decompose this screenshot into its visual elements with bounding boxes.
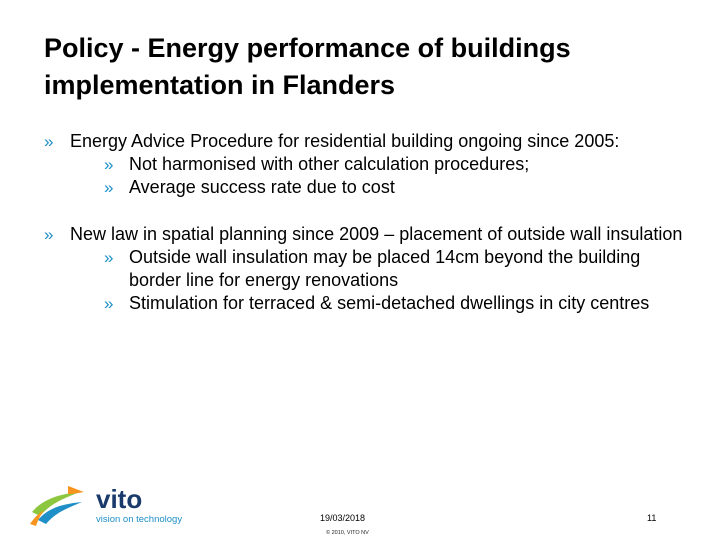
page-number: 11: [647, 513, 657, 523]
bullet-text: Energy Advice Procedure for residential building ongoing since 2005:: [70, 131, 620, 151]
sub-bullet-text: Outside wall insulation may be placed 14cm beyond the building border line for energy renovations: [129, 247, 641, 290]
bullet-chevron-icon: »: [104, 248, 114, 267]
bullet-text: New law in spatial planning since 2009 – placement of outside wall insulation: [70, 224, 683, 244]
logo-wordmark: vito: [96, 484, 143, 514]
vito-logo: [28, 478, 218, 535]
bullet-chevron-icon: »: [104, 294, 114, 313]
bullet-chevron-icon: »: [104, 178, 114, 197]
sub-bullet-text: Average success rate due to cost: [129, 177, 395, 197]
bullet-chevron-icon: »: [44, 132, 54, 151]
bullet-chevron-icon: »: [104, 155, 114, 174]
bullet-item: [44, 130, 684, 199]
footer-date: 19/03/2018: [320, 513, 366, 523]
vito-logo-icon: [28, 478, 218, 530]
footer-copyright: © 2010, VITO NV: [326, 530, 369, 536]
sub-bullet-item: [96, 153, 684, 176]
bullet-item: [44, 223, 684, 315]
sub-bullet-text: Stimulation for terraced & semi-detached dwellings in city centres: [129, 293, 650, 313]
sub-bullet-item: [96, 246, 684, 292]
sub-bullet-item: [96, 292, 684, 315]
bullet-chevron-icon: »: [44, 225, 54, 244]
logo-tagline: vision on technology: [96, 514, 183, 525]
bullet-list: [44, 130, 684, 315]
sub-bullet-item: [96, 176, 684, 199]
slide-title: Policy - Energy performance of buildings implementation in Flanders: [44, 33, 571, 100]
sub-bullet-text: Not harmonised with other calculation procedures;: [129, 154, 530, 174]
